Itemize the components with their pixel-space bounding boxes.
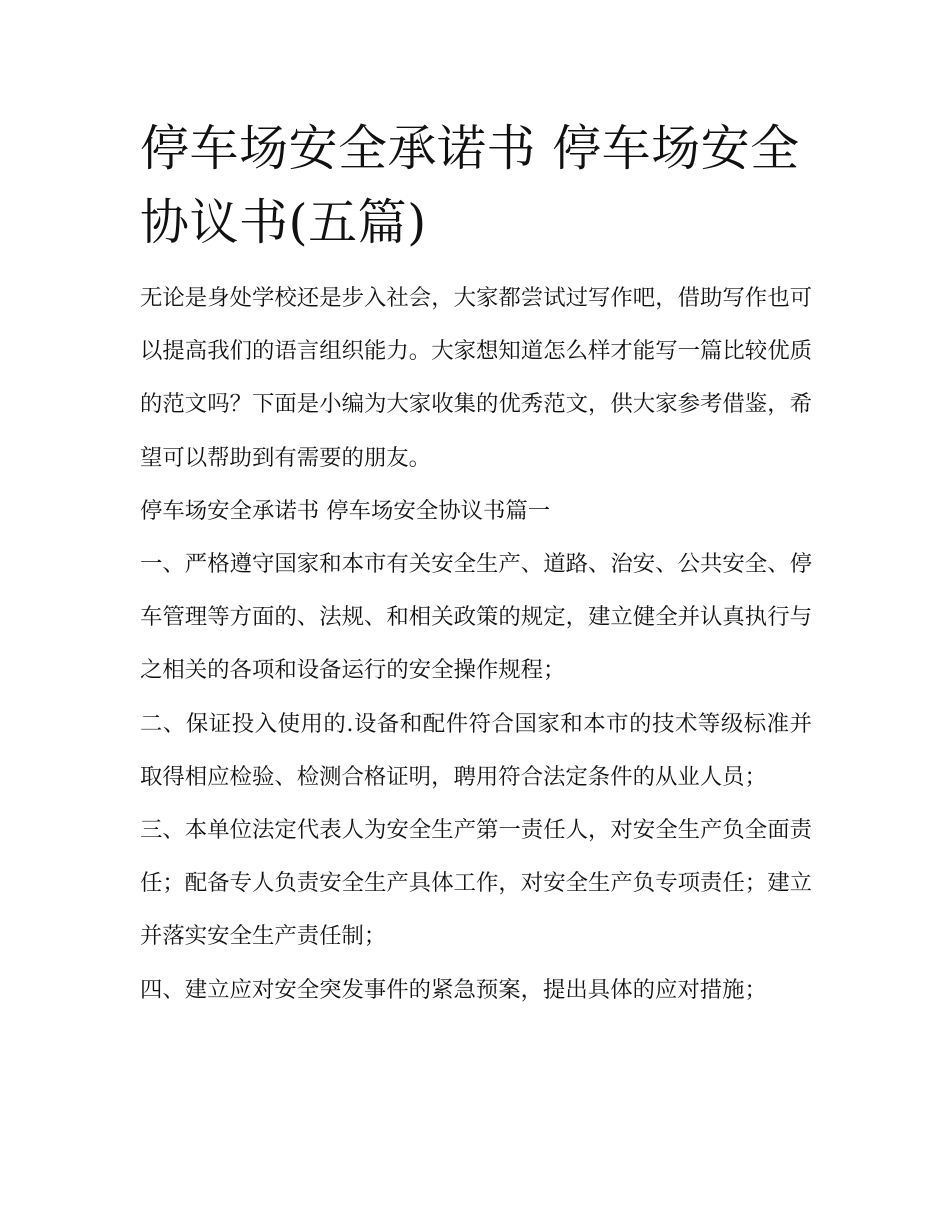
intro-paragraph: 无论是身处学校还是步入社会，大家都尝试过写作吧，借助写作也可以提高我们的语言组织能力。大家想知道怎么样才能写一篇比较优质的范文吗？下面是小编为大家收集的优秀范文，供大家参考借鉴，希望可以帮助到有需要的朋友。 <box>140 285 812 471</box>
clause-paragraph-1: 一、严格遵守国家和本市有关安全生产、道路、治安、公共安全、停车管理等方面的、法规、和相关政策的规定，建立健全并认真执行与之相关的各项和设备运行的安全操作规程； <box>140 551 812 684</box>
clause-paragraph-4: 四、建立应对安全突发事件的紧急预案，提出具体的应对措施； <box>140 976 767 1003</box>
clause-paragraph-2: 二、保证投入使用的.设备和配件符合国家和本市的技术等级标准并取得相应检验、检测合格证明，聘用符合法定条件的从业人员； <box>140 710 812 790</box>
document-content <box>140 112 812 1017</box>
section-heading: 停车场安全承诺书 停车场安全协议书篇一 <box>140 497 551 524</box>
clause-paragraph-3: 三、本单位法定代表人为安全生产第一责任人，对安全生产负全面责任；配备专人负责安全生产具体工作，对安全生产负专项责任；建立并落实安全生产责任制； <box>140 817 812 950</box>
document-title: 停车场安全承诺书 停车场安全协议书(五篇) <box>140 120 800 251</box>
